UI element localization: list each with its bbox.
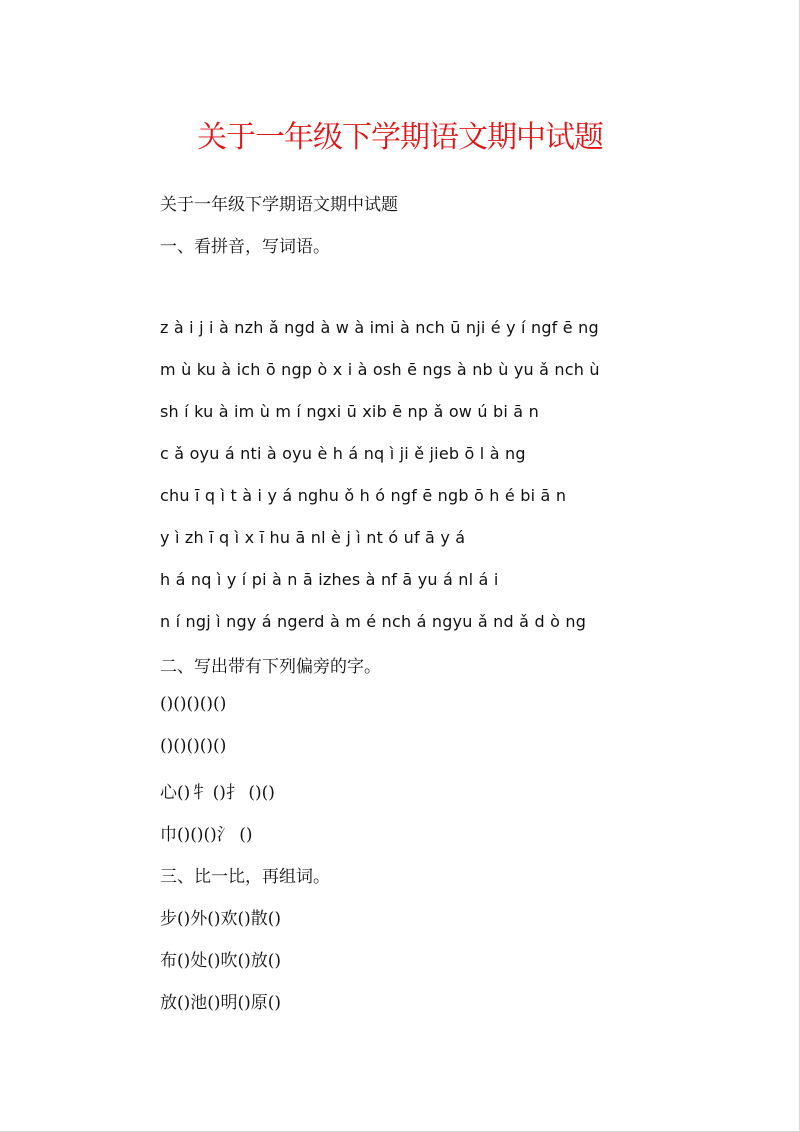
pinyin-line: h á nq ì y í pi à n ā izhes à nf ā yu á nl á i	[160, 570, 499, 589]
radical-exercise-line: 心()牜 ()扌 ()()	[160, 783, 275, 803]
document-title: 关于一年级下学期语文期中试题	[197, 120, 603, 155]
radical-exercise-line: ()()()()()	[160, 736, 227, 756]
section-heading-compare: 三、比一比，再组词。	[160, 867, 330, 887]
radical-exercise-line: ()()()()()	[160, 694, 227, 714]
pinyin-line: chu ī q ì t à i y á nghu ǒ h ó ngf ē ngb ō h é bi ā n	[160, 486, 567, 505]
pinyin-line: y ì zh ī q ì x ī hu ā nl è j ì nt ó uf ā y á	[160, 528, 466, 547]
compare-exercise-line: 布()处()吹()放()	[160, 951, 282, 971]
pinyin-line: sh í ku à im ù m í ngxi ū xib ē np ǎ ow ú bi ā n	[160, 402, 539, 421]
pinyin-line: n í ngj ì ngy á ngerd à m é nch á ngyu ǎ nd ǎ d ò ng	[160, 612, 587, 631]
pinyin-line: c ǎ oyu á nti à oyu è h á nq ì ji ě jieb ō l à ng	[160, 444, 526, 463]
document-subtitle: 关于一年级下学期语文期中试题	[160, 195, 398, 215]
compare-exercise-line: 步()外()欢()散()	[160, 909, 282, 929]
radical-exercise-line: 巾()()()氵 ()	[160, 825, 253, 845]
section-heading-pinyin: 一、看拼音，写词语。	[160, 237, 330, 257]
pinyin-line: m ù ku à ich ō ngp ò x i à osh ē ngs à nb ù yu ǎ nch ù	[160, 360, 600, 379]
pinyin-line: z à i j i à nzh ǎ ngd à w à imi à nch ū nji é y í ngf ē ng	[160, 318, 599, 337]
section-heading-radicals: 二、写出带有下列偏旁的字。	[160, 657, 381, 677]
compare-exercise-line: 放()池()明()原()	[160, 993, 282, 1013]
